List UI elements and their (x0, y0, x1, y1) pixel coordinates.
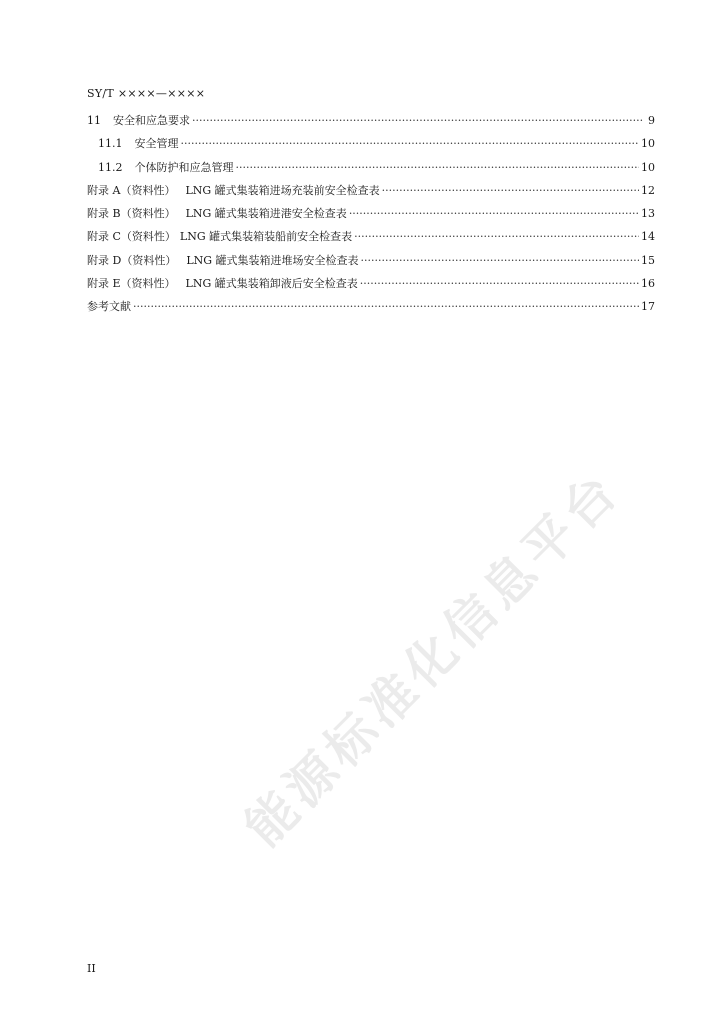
toc-leader-dots (349, 207, 639, 220)
toc-entry-page: 12 (641, 183, 655, 197)
toc-entry-label (98, 159, 234, 175)
toc-entry-title: 安全管理 (134, 137, 179, 151)
toc-leader-dots (133, 300, 639, 313)
toc-leader-dots (192, 114, 643, 127)
toc-entry-page: 13 (641, 207, 655, 221)
toc-entry-page: 17 (641, 300, 655, 314)
toc-entry[interactable] (87, 205, 655, 228)
toc-entry-page: 9 (648, 114, 655, 127)
toc-entry[interactable] (87, 159, 655, 182)
toc-leader-dots (354, 230, 639, 243)
page-number: II (87, 962, 96, 975)
toc-entry-title: 安全和应急要求 (113, 114, 190, 127)
toc-leader-dots (361, 254, 639, 267)
toc-entry-number: 附录 E（资料性） (87, 277, 176, 291)
toc-entry[interactable] (87, 298, 655, 321)
toc-entry[interactable] (87, 252, 655, 275)
toc-entry-title: LNG 罐式集装箱进堆场安全检查表 (186, 253, 359, 267)
table-of-contents (87, 112, 655, 322)
toc-entry-number: 附录 C（资料性） (87, 230, 176, 244)
toc-entry-page: 10 (641, 137, 655, 151)
toc-entry-label (87, 182, 380, 198)
toc-entry-page: 14 (641, 230, 655, 244)
toc-entry-label (87, 252, 359, 268)
toc-entry-page: 10 (641, 160, 655, 174)
toc-entry-label (87, 298, 131, 314)
toc-entry-title: LNG 罐式集装箱装船前安全检查表 (179, 230, 353, 244)
toc-entry[interactable] (87, 112, 655, 135)
toc-entry-number: 11.1 (98, 137, 123, 151)
toc-entry-number: 11.2 (98, 160, 123, 174)
toc-entry-number: 11 (87, 114, 101, 127)
toc-entry-label (98, 135, 179, 151)
toc-entry-number: 附录 B（资料性） (87, 207, 176, 221)
toc-entry-page: 15 (641, 253, 655, 267)
toc-entry-title: LNG 罐式集装箱卸液后安全检查表 (185, 277, 358, 291)
toc-entry[interactable] (87, 135, 655, 158)
toc-entry-label (87, 228, 352, 244)
standard-code-header: SY/T ××××—×××× (87, 87, 206, 100)
toc-entry-label (87, 112, 190, 128)
toc-leader-dots (382, 184, 639, 197)
toc-entry-title: LNG 罐式集装箱进港安全检查表 (185, 207, 347, 221)
toc-entry-title: 个体防护和应急管理 (134, 160, 234, 174)
toc-entry-number: 附录 A（资料性） (87, 183, 176, 197)
toc-entry-title: LNG 罐式集装箱进场充装前安全检查表 (185, 183, 380, 197)
toc-entry[interactable] (87, 228, 655, 251)
toc-entry-number: 附录 D（资料性） (87, 253, 177, 267)
toc-entry-label (87, 205, 347, 221)
toc-leader-dots (236, 161, 640, 174)
toc-leader-dots (360, 277, 639, 290)
toc-entry-label (87, 275, 358, 291)
toc-entry-title: 参考文献 (87, 300, 131, 314)
toc-leader-dots (181, 137, 640, 150)
watermark: 能源标准化信息平台 (234, 460, 632, 858)
toc-entry[interactable] (87, 275, 655, 298)
toc-entry[interactable] (87, 182, 655, 205)
toc-entry-page: 16 (641, 277, 655, 291)
